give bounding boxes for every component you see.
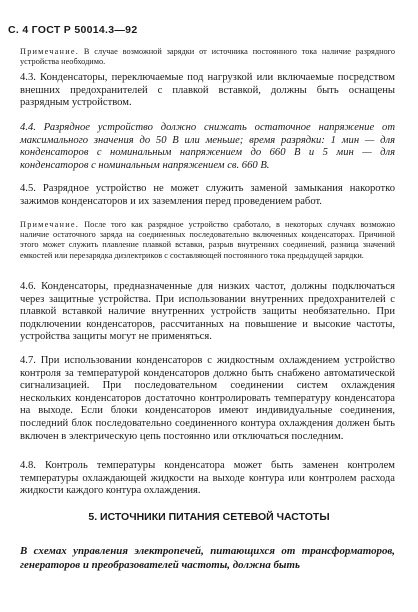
note-text: В случае возможной зарядки от источника постоянного тока наличие разрядного устройства необходимо. — [20, 47, 396, 67]
paragraph-4-6: 4.6. Конденсаторы, предназначенные для низких частот, должны подключаться через защитные устройства. При использовании внутренних предохранителей с плавкой вставкой наличие внутренних устройств защиты необязательно. При подключении конденсаторов, рассчитанных на повышение и высокие частоты, устройства защиты могут не применяться. — [20, 281, 395, 343]
section-heading: 5. ИСТОЧНИКИ ПИТАНИЯ СЕТЕВОЙ ЧАСТОТЫ — [88, 511, 330, 523]
paragraph-5-intro: В схемах управления электропечей, питающихся от трансформаторов, генераторов и преобразователей частоты, должна быть — [20, 545, 395, 571]
paragraph-4-4: 4.4. Разрядное устройство должно снижать остаточное напряжение от максимального значения до 50 В или меньше; время разрядки: 1 мин — для конденсаторов с номинальным напряжением до 660 В и 5 мин — для конденсаторов с номинальным напряжением св. 660 В. — [20, 122, 395, 171]
note-label: Примечание. — [20, 220, 79, 229]
note-label: Примечание. — [20, 47, 79, 56]
page-header: С. 4 ГОСТ Р 50014.3—92 — [8, 24, 138, 36]
paragraph-4-8: 4.8. Контроль температуры конденсатора может быть заменен контролем температуры охлаждающей жидкости на выходе контура или контролем расхода жидкости каждого контура охлаждения. — [20, 460, 395, 497]
paragraph-4-3: 4.3. Конденсаторы, переключаемые под нагрузкой или включаемые посредством внешних предохранителей с плавкой вставкой, должны быть оснащены разрядным устройством. — [20, 72, 395, 109]
paragraph-4-7: 4.7. При использовании конденсаторов с жидкостным охлаждением устройство контроля за температурой конденсаторов должно быть снабжено автоматической сигнализацией. При последовательном соединении систем охлаждения нескольких конденсаторов достаточно контролировать температуру конденсатора на выходе. Если блоки конденсаторов имеют индивидуальные соединения, последний блок последовательно соединенного контура охлаждения должен быть включен в электрическую цепь постоянно или отключаться последним. — [20, 355, 395, 442]
note-text: После того как разрядное устройство сработало, в некоторых случаях возможно наличие остаточного заряда на соединенных последовательно включенных конденсаторах. Причиной этого может служить плавление плавкой вставки, разрыв внутренних соединений, разница значений емкостей или перезарядка диэлектриков с составляющей постоянного тока предыдущей зарядки. — [20, 220, 395, 260]
note-residual-charge — [20, 220, 395, 261]
paragraph-4-5: 4.5. Разрядное устройство не может служить заменой замыкания накоротко зажимов конденсаторов и их заземления перед проведением работ. — [20, 183, 395, 207]
note-discharge-device — [20, 47, 395, 67]
